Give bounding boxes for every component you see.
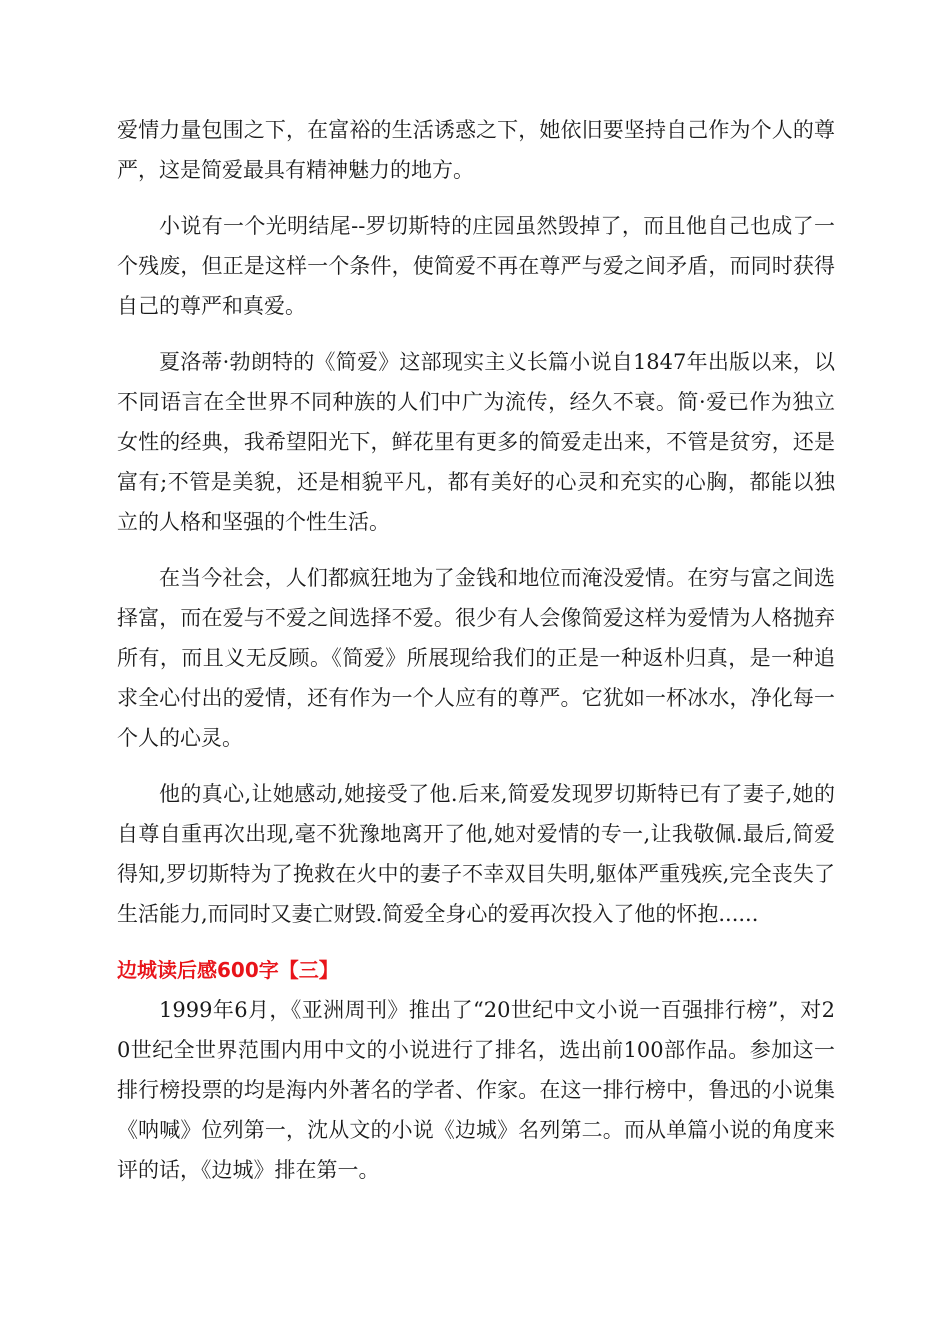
section-paragraph: 1999年6月，《亚洲周刊》推出了“20世纪中文小说一百强排行榜”，对20世纪全世界范围内用中文的小说进行了排名，选出前100部作品。参加这一排行榜投票的均是海内外著名的学者、作家。在这一排行榜中，鲁迅的小说集《呐喊》位列第一，沈从文的小说《边城》名列第二。而从单篇小说的角度来评的话，《边城》排在第一。 [117,998,835,1182]
paragraph-5: 他的真心,让她感动,她接受了他.后来,简爱发现罗切斯特已有了妻子,她的自尊自重再次出现,毫不犹豫地离开了他,她对爱情的专一,让我敬佩.最后,简爱得知,罗切斯特为了挽救在火中的妻子不幸双目失明,躯体严重残疾,完全丧失了生活能力,而同时又妻亡财毁.简爱全身心的爱再次投入了他的怀抱...... [117,782,835,926]
section-heading: 边城读后感600字【三】 [117,958,339,982]
paragraph-3: 夏洛蒂·勃朗特的《简爱》这部现实主义长篇小说自1847年出版以来，以不同语言在全世界不同种族的人们中广为流传，经久不衰。简·爱已作为独立女性的经典，我希望阳光下，鲜花里有更多的简爱走出来，不管是贫穷，还是富有;不管是美貌，还是相貌平凡，都有美好的心灵和充实的心胸，都能以独立的人格和坚强的个性生活。 [117,350,835,534]
paragraph-1: 爱情力量包围之下，在富裕的生活诱惑之下，她依旧要坚持自己作为个人的尊严，这是简爱最具有精神魅力的地方。 [117,118,835,182]
paragraph-4: 在当今社会，人们都疯狂地为了金钱和地位而淹没爱情。在穷与富之间选择富，而在爱与不爱之间选择不爱。很少有人会像简爱这样为爱情为人格抛弃所有，而且义无反顾。《简爱》所展现给我们的正是一种返朴归真，是一种追求全心付出的爱情，还有作为一个人应有的尊严。它犹如一杯冰水，净化每一个人的心灵。 [117,566,835,750]
paragraph-2: 小说有一个光明结尾--罗切斯特的庄园虽然毁掉了，而且他自己也成了一个残废，但正是这样一个条件，使简爱不再在尊严与爱之间矛盾，而同时获得自己的尊严和真爱。 [117,214,835,318]
document-body [117,110,835,1206]
